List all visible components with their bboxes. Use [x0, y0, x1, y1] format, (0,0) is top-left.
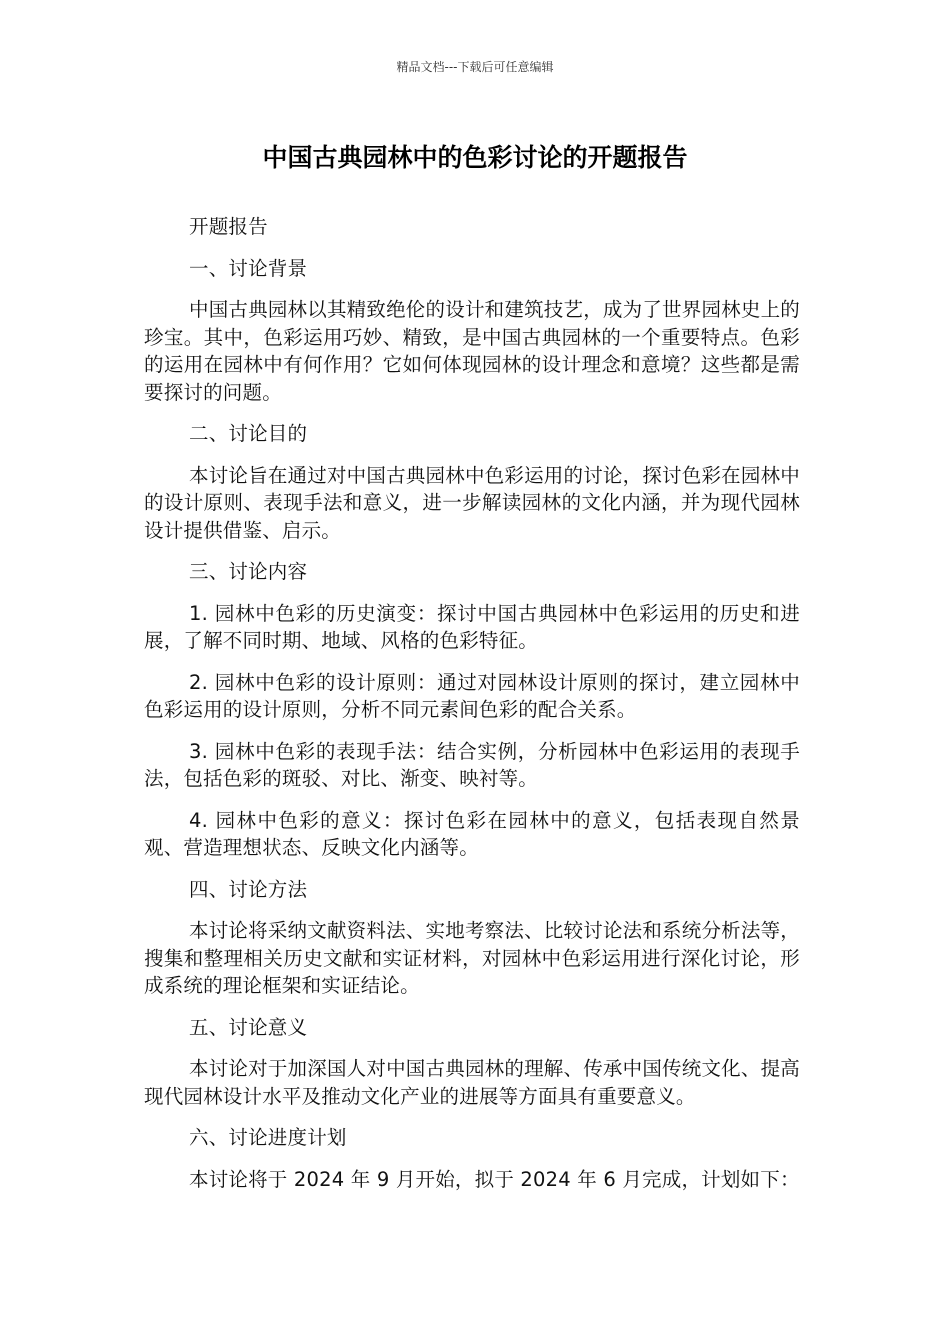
content-item-4: 4. 园林中色彩的意义：探讨色彩在园林中的意义，包括表现自然景观、营造理想状态、反映文化内涵等。 [144, 808, 800, 859]
paragraph-significance: 本讨论对于加深国人对中国古典园林的理解、传承中国传统文化、提高现代园林设计水平及推动文化产业的进展等方面具有重要意义。 [144, 1057, 800, 1108]
section-heading-significance: 五、讨论意义 [189, 1015, 308, 1039]
content-item-2: 2. 园林中色彩的设计原则：通过对园林设计原则的探讨，建立园林中色彩运用的设计原则，分析不同元素间色彩的配合关系。 [144, 670, 800, 721]
paragraph-schedule: 本讨论将于 2024 年 9 月开始，拟于 2024 年 6 月完成，计划如下： [189, 1167, 800, 1191]
document-body [144, 213, 800, 1207]
section-heading-schedule: 六、讨论进度计划 [189, 1126, 347, 1149]
paragraph-method: 本讨论将采纳文献资料法、实地考察法、比较讨论法和系统分析法等，搜集和整理相关历史文献和实证材料，对园林中色彩运用进行深化讨论，形成系统的理论框架和实证结论。 [144, 919, 800, 997]
paragraph-background: 中国古典园林以其精致绝伦的设计和建筑技艺，成为了世界园林史上的珍宝。其中，色彩运用巧妙、精致，是中国古典园林的一个重要特点。色彩的运用在园林中有何作用？它如何体现园林的设计理念和意境？这些都是需要探讨的问题。 [144, 298, 800, 404]
paragraph-report-label: 开题报告 [189, 215, 268, 238]
section-heading-background: 一、讨论背景 [189, 256, 308, 280]
content-item-3: 3. 园林中色彩的表现手法：结合实例，分析园林中色彩运用的表现手法，包括色彩的斑驳、对比、渐变、映衬等。 [144, 739, 800, 790]
document-title: 中国古典园林中的色彩讨论的开题报告 [262, 143, 688, 172]
section-heading-content: 三、讨论内容 [189, 560, 308, 583]
section-heading-method: 四、讨论方法 [189, 877, 308, 901]
section-heading-purpose: 二、讨论目的 [189, 422, 308, 445]
page-header-note: 精品文档---下载后可任意编辑 [396, 60, 554, 74]
paragraph-purpose: 本讨论旨在通过对中国古典园林中色彩运用的讨论，探讨色彩在园林中的设计原则、表现手法和意义，进一步解读园林的文化内涵，并为现代园林设计提供借鉴、启示。 [144, 463, 800, 542]
content-item-1: 1. 园林中色彩的历史演变：探讨中国古典园林中色彩运用的历史和进展，了解不同时期、地域、风格的色彩特征。 [144, 601, 800, 652]
